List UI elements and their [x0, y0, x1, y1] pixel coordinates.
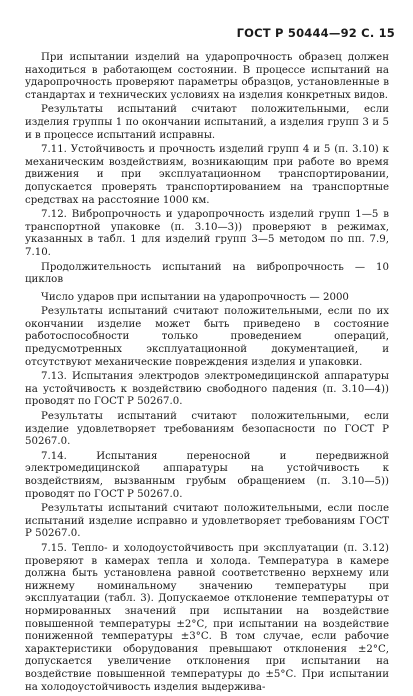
- paragraph: Число ударов при испытании на ударопрочность — 2000: [41, 291, 349, 303]
- paragraph: Результаты испытаний считают положительными, если изделия группы 1 по окончании испытаний, а изделия групп 3 и 5 и в процессе испытаний исправны.: [25, 104, 389, 141]
- paragraph: 7.14. Испытания переносной и передвижной электромедицинской аппаратуры на устойчивость к воздействиям, вызванным грубым обращением (п. 3.10—5)) проводят по ГОСТ Р 50267.0.: [25, 450, 389, 500]
- paragraph: Продолжительность испытаний на вибропрочность — 10 циклов: [25, 261, 389, 286]
- page-header: ГОСТ Р 50444—92 С. 15: [236, 26, 395, 40]
- paragraph: 7.13. Испытания электродов электромедицинской аппаратуры на устойчивость к воздействию свободного падения (п. 3.10—4)) проводят по ГОСТ Р 50267.0.: [25, 371, 389, 408]
- paragraph: 7.11. Устойчивость и прочность изделий групп 4 и 5 (п. 3.10) к механическим воздействиям, возникающим при работе во время движения и при эксплуатационном транспортировании, допускается проверять транспортированием на транспортные средствах на расстояние 1000 км.: [25, 144, 389, 206]
- paragraph: Результаты испытаний считают положительными, если по их окончании изделие может быть приведено в состояние работоспособности только проведением операций, предусмотренных эксплуатационной документацией, и отсутствуют механические повреждения изделия и упаковки.: [25, 306, 389, 368]
- paragraph: Результаты испытаний считают положительными, если изделие удовлетворяет требованиям безопасности по ГОСТ Р 50267.0.: [25, 411, 389, 448]
- document-body: [25, 52, 389, 696]
- paragraph: Результаты испытаний считают положительными, если после испытаний изделие исправно и удовлетворяет требованиям ГОСТ Р 50267.0.: [25, 503, 389, 540]
- paragraph: 7.12. Вибропрочность и ударопрочность изделий групп 1—5 в транспортной упаковке (п. 3.10—3)) проверяют в режимах, указанных в табл. 1 для изделий групп 3—5 методом по пп. 7.9, 7.10.: [25, 209, 389, 258]
- paragraph: При испытании изделий на ударопрочность образец должен находиться в работающем состоянии. В процессе испытаний на ударопрочность проверяют параметры образцов, установленные в стандартах и технических условиях на изделия конкретных видов.: [25, 52, 389, 101]
- paragraph: 7.15. Тепло- и холодоустойчивость при эксплуатации (п. 3.12) проверяют в камерах тепла и холода. Температура в камере должна быть установлена равной соответственно верхнему или нижнему номинальному значению температуры при эксплуатации (табл. 3). Допускаемое отклонение температуры от нормированных значений при испытании на воздействие повышенной температуры ±2°С, при испытании на воздействие пониженной температуры ±3°С. В том случае, если рабочие характеристики оборудования превышают отклонения ±2°С, допускается увеличение отклонения при испытании на воздействие повышенной температуры до ±5°С. При испытании на холодоустойчивость изделия выдержива-: [25, 542, 389, 693]
